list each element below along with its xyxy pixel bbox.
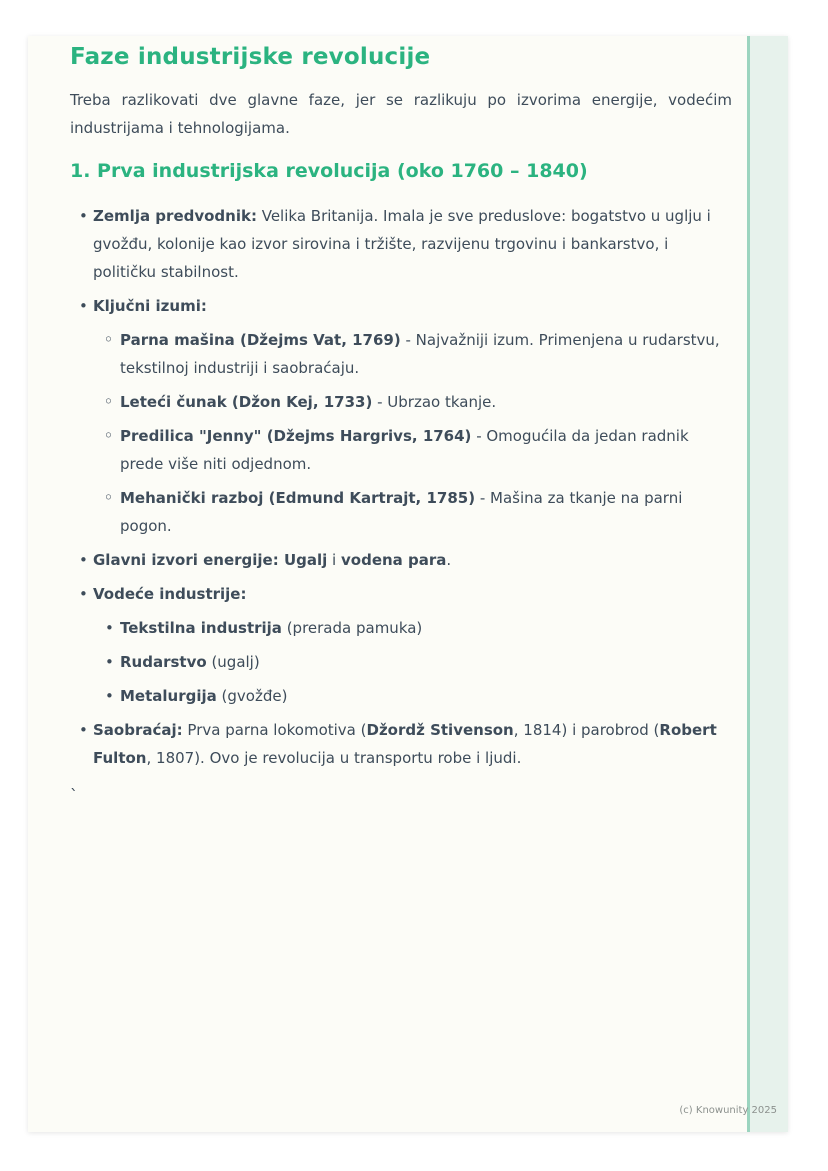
copyright-footer: (c) Knowunity 2025	[679, 1105, 777, 1116]
list-item-text	[120, 614, 732, 642]
text-segment: vodena para	[341, 551, 447, 569]
text-segment: Mehanički razboj (Edmund Kartrajt, 1785)	[120, 489, 476, 507]
text-segment: , 1807). Ovo je revolucija u transportu robe i ljudi.	[146, 749, 522, 767]
text-segment: Vodeće industrije:	[93, 585, 247, 603]
text-segment: Prva parna lokomotiva (	[182, 721, 367, 739]
list-item-rudarstvo	[120, 648, 732, 676]
text-segment: (ugalj)	[206, 653, 260, 671]
list-item-text	[93, 202, 732, 286]
list-item-zemlja-predvodnik	[93, 202, 732, 286]
page-side-stripe	[747, 36, 788, 1132]
list-item-glavni-izvori	[93, 546, 732, 574]
stray-backtick: `	[70, 786, 78, 805]
list-item-text	[120, 422, 732, 478]
text-segment: Metalurgija	[120, 687, 217, 705]
list-item-parna-masina	[120, 326, 732, 382]
page-content	[70, 36, 732, 804]
text-segment: , 1814) i parobrod (	[513, 721, 660, 739]
list-item-mehanicki-razboj	[120, 484, 732, 540]
izumi-sublist	[93, 326, 732, 540]
text-segment: Velika Britanija. Imala je sve preduslove: bogatstvo u uglju i gvožđu, kolonije kao izvor sirovina i tržište, razvijenu trgovinu i bankarstvo, i političku stabilnost.	[93, 207, 711, 281]
main-list	[70, 202, 732, 772]
text-segment: Robert Fulton	[93, 721, 717, 767]
text-segment: Zemlja predvodnik:	[93, 207, 257, 225]
text-segment: Džordž Stivenson	[366, 721, 514, 739]
text-segment: (prerada pamuka)	[281, 619, 423, 637]
list-item-text	[120, 682, 732, 710]
industrije-sublist	[93, 614, 732, 710]
text-segment: Tekstilna industrija	[120, 619, 282, 637]
list-item-text	[93, 716, 732, 772]
list-item-kljucni-izumi	[93, 292, 732, 540]
list-item-text	[93, 580, 732, 608]
text-segment: Predilica "Jenny" (Džejms Hargrivs, 1764)	[120, 427, 472, 445]
text-segment: - Najvažniji izum. Primenjena u rudarstvu, tekstilnoj industriji i saobraćaju.	[120, 331, 720, 377]
text-segment: Parna mašina (Džejms Vat, 1769)	[120, 331, 401, 349]
list-item-metalurgija	[120, 682, 732, 710]
list-item-vodece-industrije	[93, 580, 732, 710]
list-item-text	[120, 648, 732, 676]
list-item-tekstilna-industrija	[120, 614, 732, 642]
section-heading: 1. Prva industrijska revolucija (oko 1760 – 1840)	[70, 160, 588, 182]
document-page	[28, 36, 788, 1132]
text-segment: Saobraćaj:	[93, 721, 183, 739]
text-segment: - Mašina za tkanje na parni pogon.	[120, 489, 683, 535]
list-item-text	[120, 326, 732, 382]
text-segment: i	[327, 551, 341, 569]
list-item-text	[120, 484, 732, 540]
list-item-text	[120, 388, 732, 416]
text-segment: Glavni izvori energije: Ugalj	[93, 551, 328, 569]
text-segment: Rudarstvo	[120, 653, 207, 671]
list-item-leteci-cunak	[120, 388, 732, 416]
text-segment: - Omogućila da jedan radnik prede više niti odjednom.	[120, 427, 689, 473]
intro-paragraph: Treba razlikovati dve glavne faze, jer se razlikuju po izvorima energije, vodećim industrijama i tehnologijama.	[70, 91, 732, 137]
text-segment: .	[446, 551, 452, 569]
text-segment: Leteći čunak (Džon Kej, 1733)	[120, 393, 373, 411]
list-item-text	[93, 292, 732, 320]
page-title: Faze industrijske revolucije	[70, 44, 431, 70]
text-segment: - Ubrzao tkanje.	[372, 393, 497, 411]
text-segment: (gvožđe)	[216, 687, 288, 705]
text-segment: Ključni izumi:	[93, 297, 207, 315]
list-item-text	[93, 546, 732, 574]
list-item-predilica-jenny	[120, 422, 732, 478]
list-item-saobracaj	[93, 716, 732, 772]
